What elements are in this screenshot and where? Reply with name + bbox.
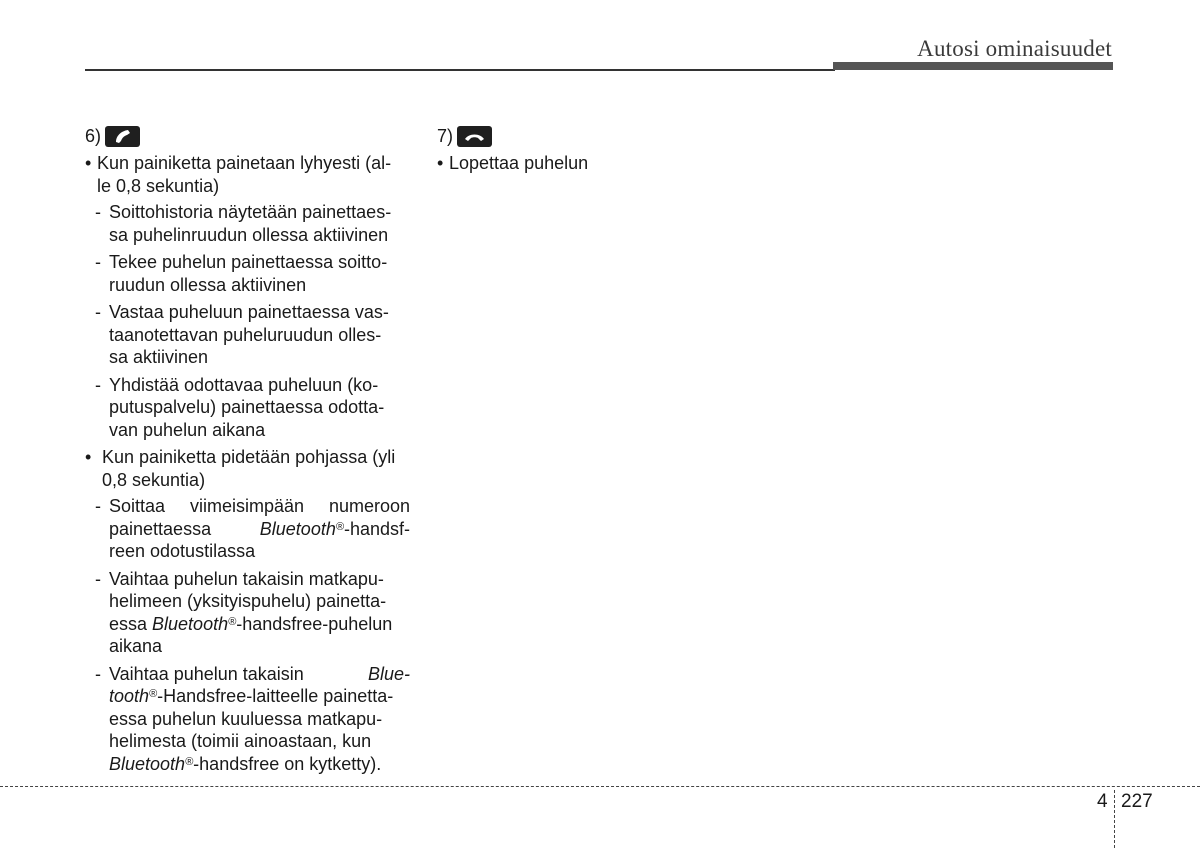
section-number: 7) bbox=[437, 125, 454, 146]
phone-call-icon bbox=[105, 126, 140, 147]
bullet-mark: • bbox=[85, 447, 92, 467]
sub-item-text: essa Bluetooth®-handsfree-puhelun bbox=[109, 613, 393, 634]
bullet-mark: • bbox=[437, 153, 444, 173]
header-rule bbox=[85, 69, 835, 71]
bullet-long-press bbox=[85, 446, 410, 491]
bullet-text: Kun painiketta pidetään pohjassa (yli bbox=[102, 447, 396, 467]
sub-item-text: Vastaa puheluun painettaessa vas- bbox=[109, 302, 389, 322]
sub-item-call-waiting bbox=[95, 374, 410, 442]
dash-mark: - bbox=[95, 302, 101, 322]
bullet-text: le 0,8 sekuntia) bbox=[97, 175, 220, 196]
sub-item-text: helimesta (toimii ainoastaan, kun bbox=[109, 731, 372, 751]
left-column bbox=[85, 124, 410, 780]
sub-item-text: ruudun ollessa aktiivinen bbox=[109, 274, 307, 295]
sub-item-text: Vaihtaa puhelun takaisin matkapu- bbox=[109, 568, 384, 589]
sub-item-text: reen odotustilassa bbox=[109, 541, 256, 561]
sub-item-text: Soittohistoria näytetään painettaes- bbox=[109, 202, 392, 222]
section-7-heading bbox=[437, 124, 767, 148]
sub-item-answer-call bbox=[95, 301, 410, 369]
dash-mark: - bbox=[95, 496, 101, 516]
bullet-short-press bbox=[85, 152, 410, 197]
sub-item-text: taanotettavan puheluruudun olles- bbox=[109, 324, 382, 345]
sub-item-text: Tekee puhelun painettaessa soitto- bbox=[109, 252, 388, 272]
sub-item-text: Yhdistää odottavaa puheluun (ko- bbox=[109, 374, 379, 395]
sub-item-switch-to-phone bbox=[95, 568, 410, 658]
sub-item-text: Vaihtaa puhelun takaisin Blue- bbox=[109, 663, 410, 684]
dash-mark: - bbox=[95, 202, 101, 222]
section-number: 6) bbox=[85, 125, 102, 146]
sub-item-text: sa puhelinruudun ollessa aktiivinen bbox=[109, 224, 389, 245]
sub-item-text: putuspalvelu) painettaessa odotta- bbox=[109, 397, 385, 417]
sub-item-text: aikana bbox=[109, 636, 163, 656]
sub-item-text: painettaessa Bluetooth®-handsf- bbox=[109, 518, 410, 539]
header-rule-accent bbox=[833, 62, 1113, 70]
footer-rule bbox=[0, 786, 1200, 787]
sub-item-redial bbox=[95, 495, 410, 563]
sub-item-text: tooth®-Handsfree-laitteelle painetta- bbox=[109, 686, 394, 706]
bullet-text: 0,8 sekuntia) bbox=[102, 469, 206, 490]
sub-item-switch-to-handsfree bbox=[95, 663, 410, 776]
sub-item-make-call bbox=[95, 251, 410, 296]
page-number: 227 bbox=[1121, 791, 1153, 812]
page-header-title: Autosi ominaisuudet bbox=[917, 36, 1112, 61]
dash-mark: - bbox=[95, 568, 101, 589]
sub-item-text: van puhelun aikana bbox=[109, 419, 266, 440]
footer-divider bbox=[1114, 790, 1115, 848]
dash-mark: - bbox=[95, 374, 101, 395]
sub-item-text: Bluetooth®-handsfree on kytketty). bbox=[109, 753, 382, 774]
bullet-mark: • bbox=[85, 153, 92, 173]
dash-mark: - bbox=[95, 252, 101, 272]
bullet-text: Lopettaa puhelun bbox=[449, 153, 589, 173]
sub-item-text: Soittaa viimeisimpään numeroon bbox=[109, 496, 410, 516]
chapter-number: 4 bbox=[1097, 791, 1108, 812]
sub-item-text: essa puhelun kuuluessa matkapu- bbox=[109, 708, 383, 729]
section-6-heading bbox=[85, 124, 410, 148]
dash-mark: - bbox=[95, 663, 101, 684]
bullet-end-call bbox=[437, 152, 767, 175]
sub-item-call-history bbox=[95, 201, 410, 246]
sub-item-text: sa aktiivinen bbox=[109, 347, 209, 367]
right-column bbox=[437, 124, 767, 179]
phone-hangup-icon bbox=[457, 126, 492, 147]
sub-item-text: helimeen (yksityispuhelu) painetta- bbox=[109, 591, 387, 611]
bullet-text: Kun painiketta painetaan lyhyesti (al- bbox=[97, 153, 392, 173]
